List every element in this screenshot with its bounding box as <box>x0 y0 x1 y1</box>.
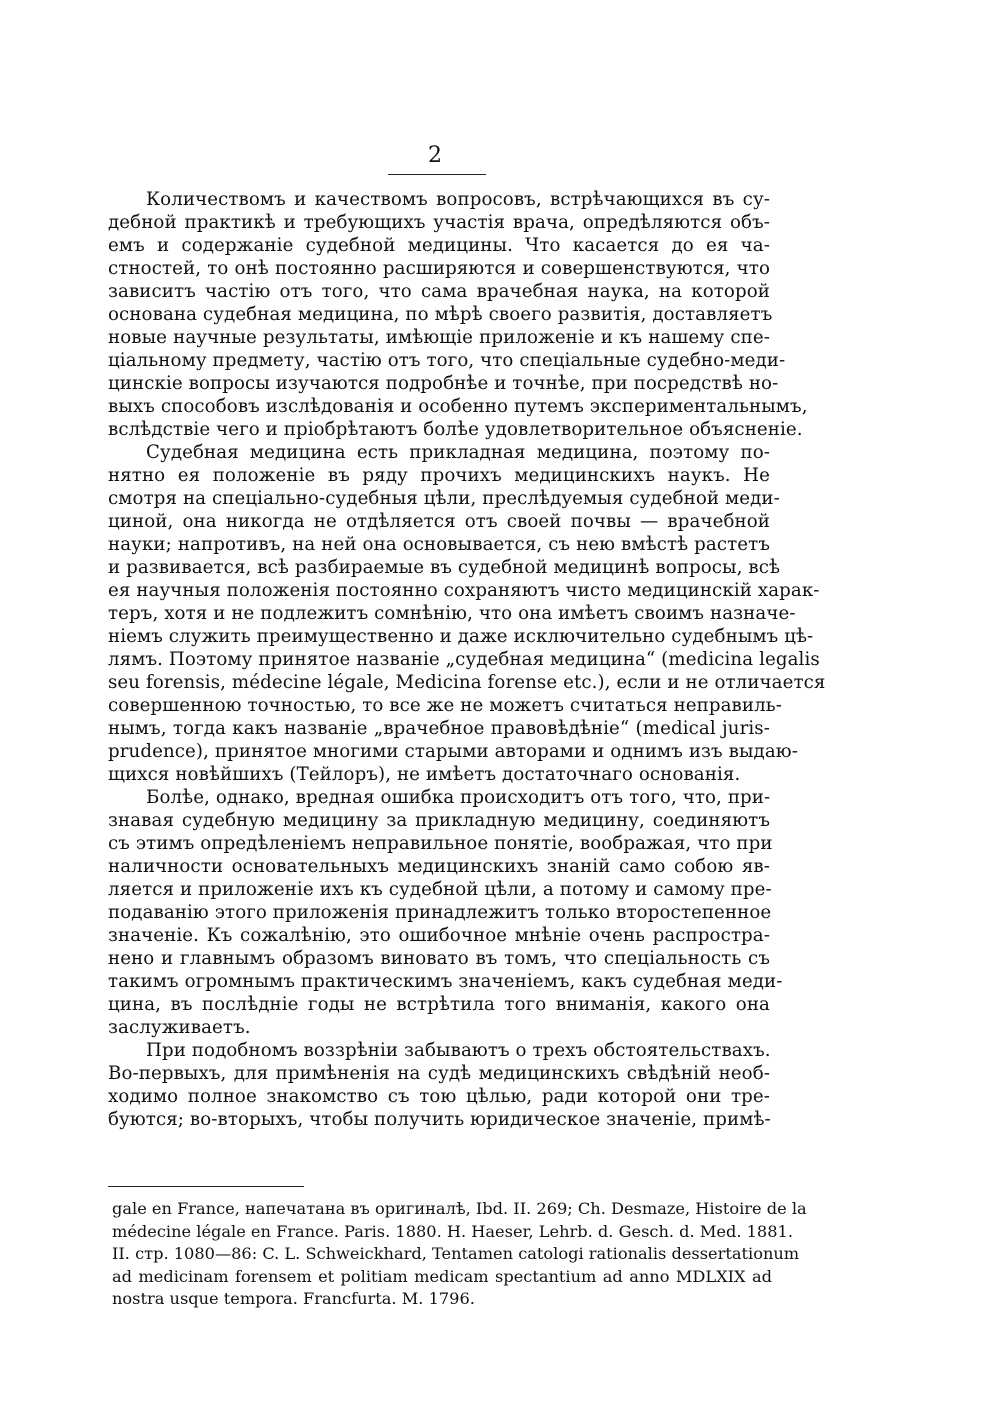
header-rule <box>388 174 486 175</box>
text-line: ея научныя положенія постоянно сохраняютъ чисто медицинскій харак- <box>108 580 820 601</box>
text-line: наличности основательныхъ медицинскихъ знаній само собою яв- <box>108 856 770 877</box>
text-line: Судебная медицина есть прикладная медицина, поэтому по- <box>146 442 770 463</box>
text-line: стностей, то онѣ постоянно расширяются и совершенствуются, что <box>108 258 770 279</box>
text-line: новые научные результаты, имѣющіе приложеніе и къ нашему спе- <box>108 327 770 348</box>
text-line: При подобномъ воззрѣніи забываютъ о трехъ обстоятельствахъ. <box>146 1040 771 1061</box>
text-line: цина, въ послѣдніе годы не встрѣтила того вниманія, какого она <box>108 994 770 1015</box>
footnote-line: nostra usque tempora. Francfurta. M. 1796. <box>112 1289 475 1308</box>
text-line: значеніе. Къ сожалѣнію, это ошибочное мнѣніе очень распростра- <box>108 925 770 946</box>
text-line: prudence), принятое многими старыми авторами и однимъ изъ выдаю- <box>108 741 798 762</box>
text-line: Количествомъ и качествомъ вопросовъ, встрѣчающихся въ су- <box>146 189 770 210</box>
main-text <box>108 188 826 1131</box>
text-line: ніемъ служить преимущественно и даже исключительно судебнымъ цѣ- <box>108 626 814 647</box>
footnote-rule <box>108 1186 304 1187</box>
text-line: нятно ея положеніе въ ряду прочихъ медицинскихъ наукъ. Не <box>108 465 770 486</box>
text-line: основана судебная медицина, по мѣрѣ своего развитія, доставляетъ <box>108 304 773 325</box>
text-line: нымъ, тогда какъ названіе „врачебное правовѣдѣніе“ (medical juris- <box>108 718 770 739</box>
page-number: 2 <box>428 143 442 168</box>
text-line: зависитъ частію отъ того, что сама врачебная наука, на которой <box>108 281 770 302</box>
text-line: ходимо полное знакомство съ тою цѣлью, ради которой они тре- <box>108 1086 770 1107</box>
text-line: дебной практикѣ и требующихъ участія врача, опредѣляются объ- <box>108 212 770 233</box>
footnote-line: ad medicinam forensem et politiam medicam spectantium ad anno MDLXIX ad <box>112 1266 772 1286</box>
footnote-line: II. стр. 1080—86: C. L. Schweickhard, Tentamen catologi rationalis dessertationum <box>112 1244 800 1263</box>
text-line: знавая судебную медицину за прикладную медицину, соединяютъ <box>108 810 770 831</box>
text-line: теръ, хотя и не подлежитъ сомнѣнію, что она имѣетъ своимъ назначе- <box>108 603 796 624</box>
text-line: совершенною точностью, то все же не можетъ считаться неправиль- <box>108 695 783 716</box>
footnote-block <box>112 1198 807 1311</box>
text-line: вслѣдствіе чего и пріобрѣтаютъ болѣе удовлетворительное объясненіе. <box>108 419 803 440</box>
text-line: подаванію этого приложенія принадлежитъ только второстепенное <box>108 902 772 923</box>
text-line: нено и главнымъ образомъ виновато въ томъ, что спеціальность съ <box>108 948 770 969</box>
text-line: лямъ. Поэтому принятое названіе „судебная медицина“ (medicina legalis <box>108 649 820 670</box>
text-line: выхъ способовъ изслѣдованія и особенно путемъ экспериментальнымъ, <box>108 396 808 417</box>
text-line: и развивается, всѣ разбираемые въ судебной медицинѣ вопросы, всѣ <box>108 557 781 578</box>
footnote-line: médecine légale en France. Paris. 1880. H. Haeser, Lehrb. d. Gesch. d. Med. 1881. <box>112 1221 793 1241</box>
text-line: науки; напротивъ, на ней она основывается, съ нею вмѣстѣ растетъ <box>108 534 770 555</box>
text-line: seu forensis, médecine légale, Medicina forense etc.), если и не отличается <box>108 672 826 693</box>
text-line: такимъ огромнымъ практическимъ значеніемъ, какъ судебная меди- <box>108 971 783 992</box>
text-line: щихся новѣйшихъ (Тейлоръ), не имѣетъ достаточнаго основанія. <box>108 764 741 785</box>
text-line: Болѣе, однако, вредная ошибка происходитъ отъ того, что, при- <box>146 787 771 808</box>
text-line: ціальному предмету, частію отъ того, что спеціальные судебно-меди- <box>108 350 786 371</box>
footnote-line: gale en France, напечатана въ оригиналѣ, Ibd. II. 269; Ch. Desmaze, Histoire de la <box>112 1199 807 1218</box>
text-line: циной, она никогда не отдѣляется отъ своей почвы — врачебной <box>108 511 770 532</box>
text-line: заслуживаетъ. <box>108 1017 251 1038</box>
text-line: емъ и содержаніе судебной медицины. Что касается до ея ча- <box>108 235 770 256</box>
text-line: ляется и приложеніе ихъ къ судебной цѣли, а потому и самому пре- <box>108 879 772 900</box>
text-line: буются; во-вторыхъ, чтобы получить юридическое значеніе, примѣ- <box>108 1109 771 1130</box>
text-line: цинскіе вопросы изучаются подробнѣе и точнѣе, при посредствѣ но- <box>108 373 779 394</box>
text-line: смотря на спеціально-судебныя цѣли, преслѣдуемыя судебной меди- <box>108 488 780 509</box>
text-line: Во-первыхъ, для примѣненія на судѣ медицинскихъ свѣдѣній необ- <box>108 1063 770 1084</box>
text-line: съ этимъ опредѣленіемъ неправильное понятіе, воображая, что при <box>108 833 773 854</box>
